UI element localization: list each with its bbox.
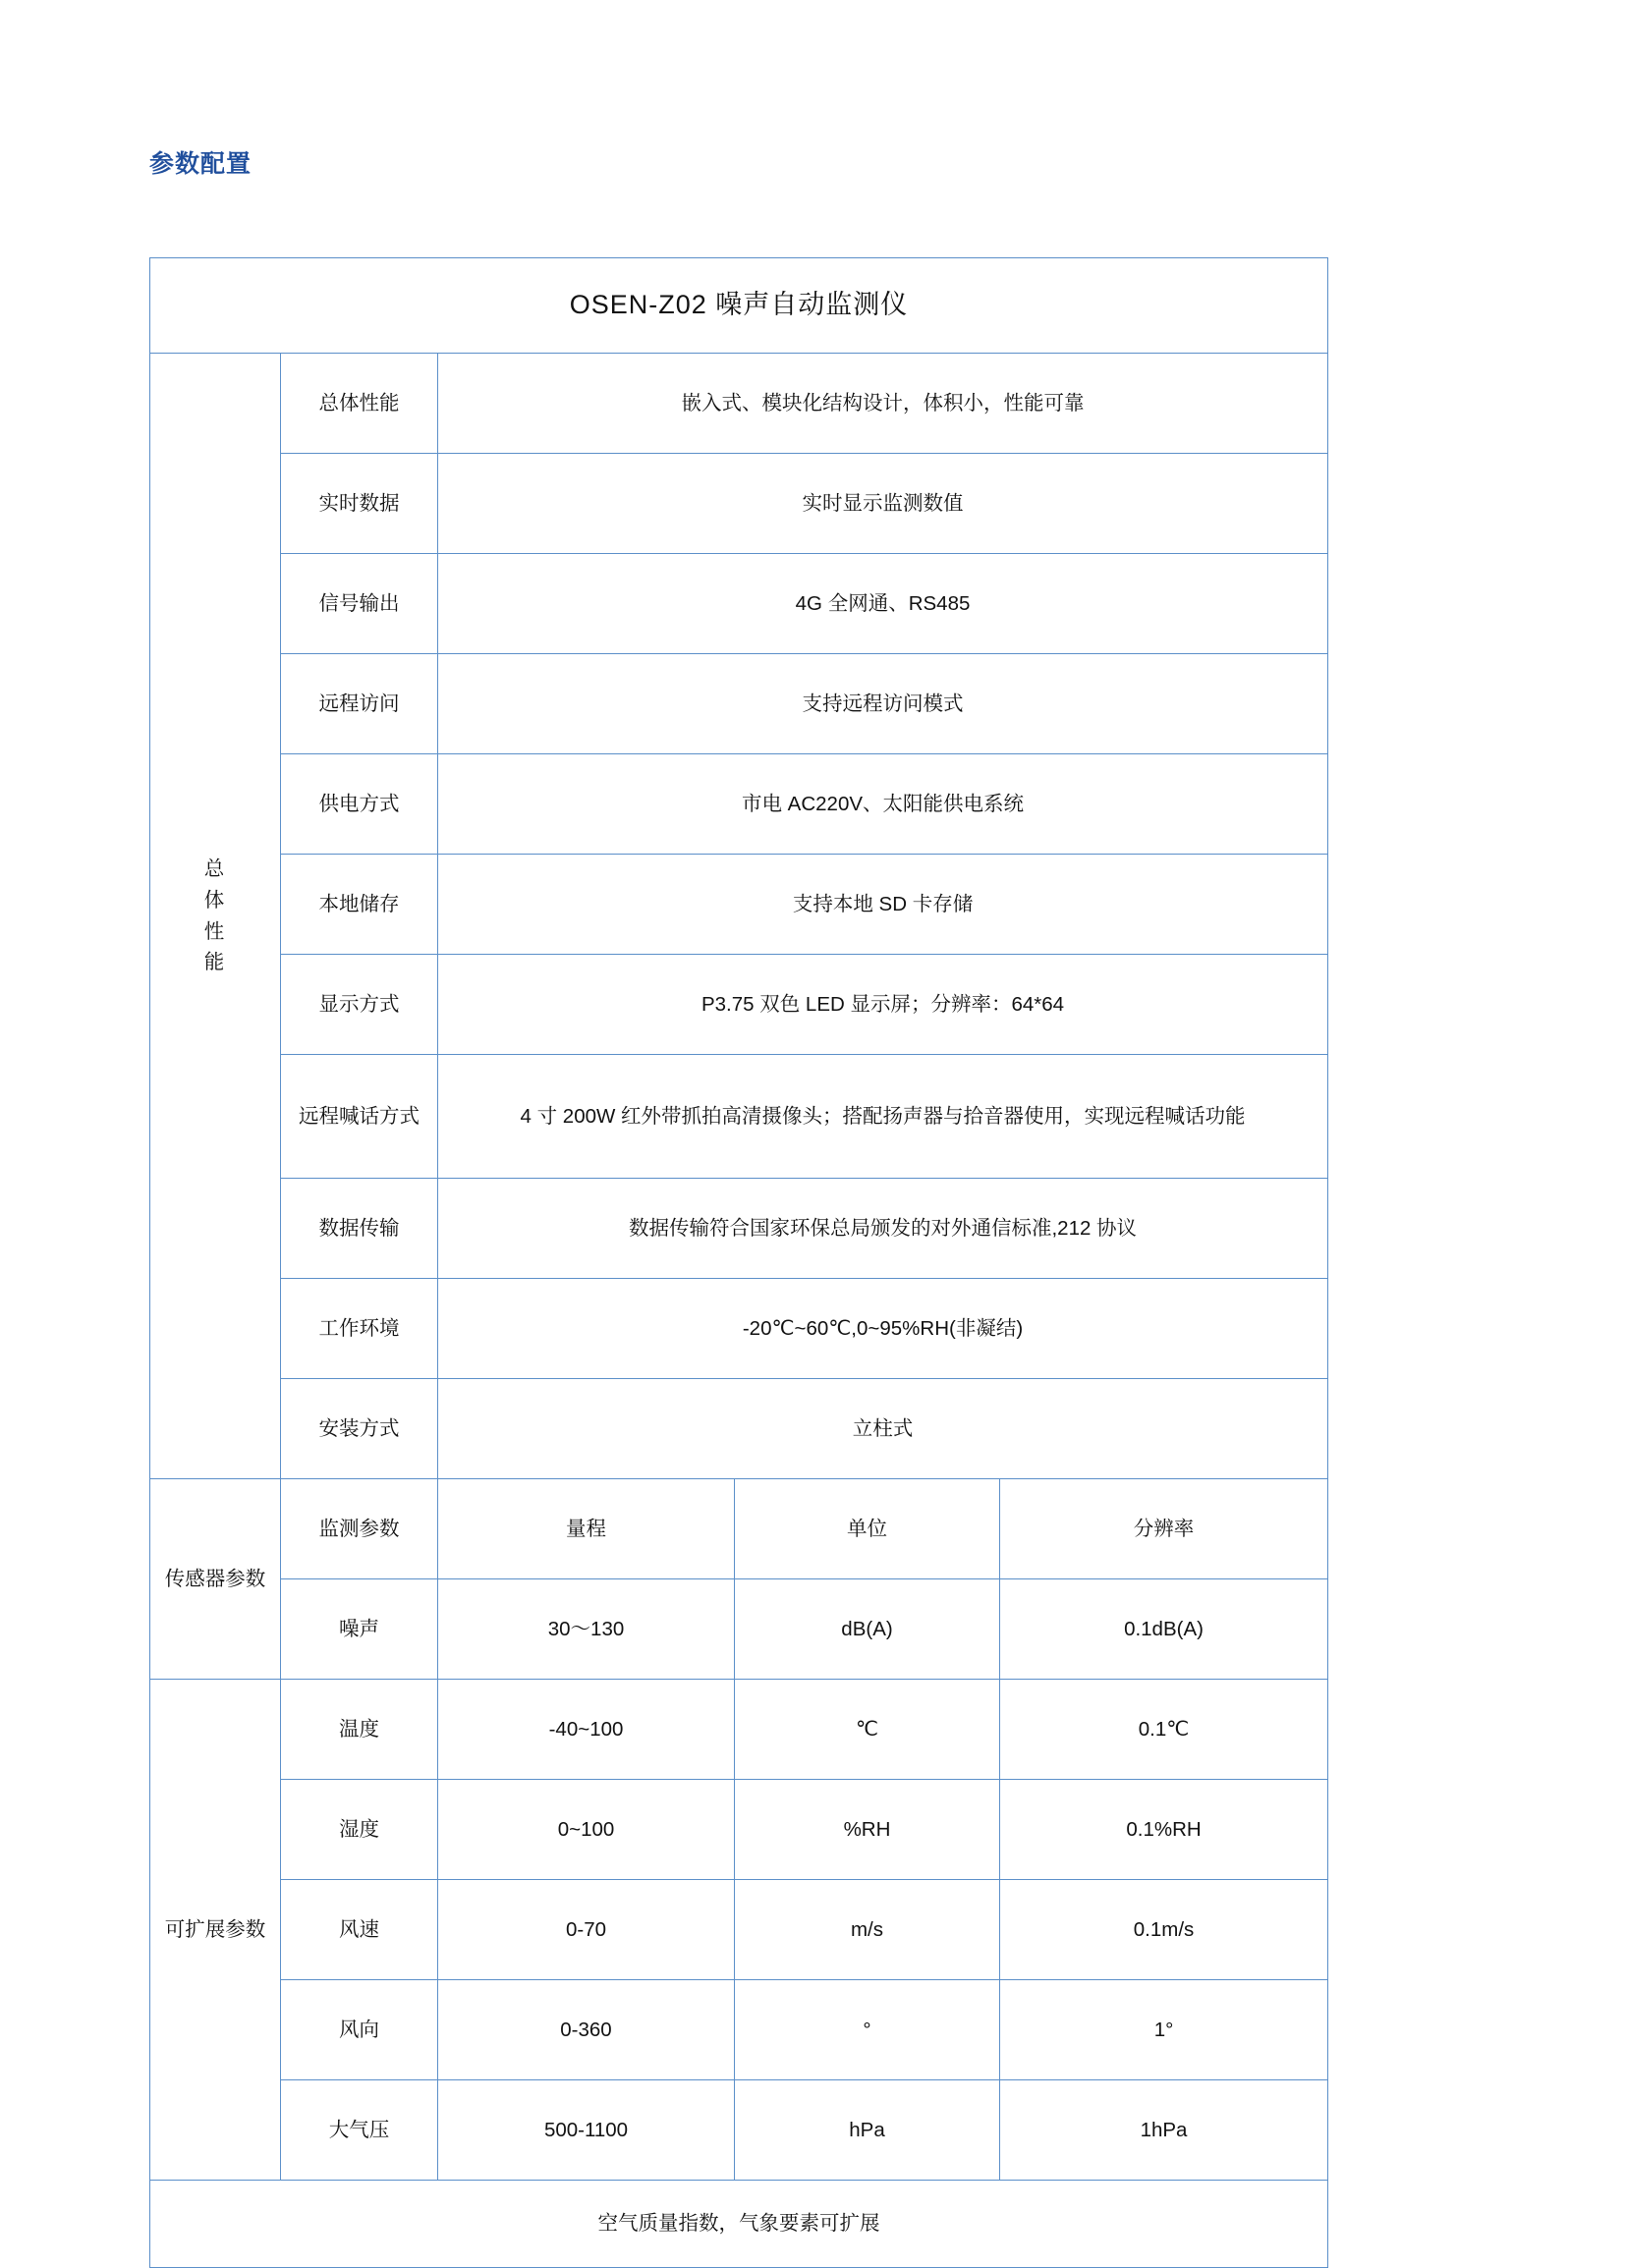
row-value: 立柱式 bbox=[438, 1379, 1328, 1479]
table-row bbox=[150, 1880, 1328, 1980]
row-name: 总体性能 bbox=[281, 354, 438, 454]
table-row bbox=[150, 1055, 1328, 1179]
table-row bbox=[150, 855, 1328, 955]
cell-resolution: 0.1m/s bbox=[1000, 1880, 1328, 1980]
table-row bbox=[150, 1680, 1328, 1780]
row-value: 支持本地 SD 卡存储 bbox=[438, 855, 1328, 955]
row-name: 实时数据 bbox=[281, 454, 438, 554]
row-value: 数据传输符合国家环保总局颁发的对外通信标准,212 协议 bbox=[438, 1179, 1328, 1279]
table-row bbox=[150, 554, 1328, 654]
table-header-title: OSEN-Z02 噪声自动监测仪 bbox=[150, 258, 1328, 354]
cell-range: 500-1100 bbox=[438, 2080, 735, 2181]
row-value: 4G 全网通、RS485 bbox=[438, 554, 1328, 654]
cell-param: 噪声 bbox=[281, 1579, 438, 1680]
row-name: 数据传输 bbox=[281, 1179, 438, 1279]
page-title: 参数配置 bbox=[149, 150, 252, 178]
group-label-extended: 可扩展参数 bbox=[150, 1680, 281, 2181]
cell-range: 30～130 bbox=[438, 1579, 735, 1680]
cell-resolution: 0.1dB(A) bbox=[1000, 1579, 1328, 1680]
cell-range: 0-360 bbox=[438, 1980, 735, 2080]
group-label-char: 总 bbox=[203, 857, 227, 880]
table-row bbox=[150, 354, 1328, 454]
row-value: 嵌入式、模块化结构设计，体积小，性能可靠 bbox=[438, 354, 1328, 454]
row-name: 远程喊话方式 bbox=[281, 1055, 438, 1179]
row-name: 远程访问 bbox=[281, 654, 438, 754]
row-value: 4 寸 200W 红外带抓拍高清摄像头；搭配扬声器与拾音器使用，实现远程喊话功能 bbox=[438, 1055, 1328, 1179]
row-name: 信号输出 bbox=[281, 554, 438, 654]
cell-unit: hPa bbox=[735, 2080, 1000, 2181]
footer-note: 空气质量指数，气象要素可扩展 bbox=[150, 2181, 1328, 2268]
table-footer-row bbox=[150, 2181, 1328, 2268]
row-name: 供电方式 bbox=[281, 754, 438, 855]
cell-unit: m/s bbox=[735, 1880, 1000, 1980]
cell-resolution: 0.1℃ bbox=[1000, 1680, 1328, 1780]
row-value: 实时显示监测数值 bbox=[438, 454, 1328, 554]
table-row bbox=[150, 654, 1328, 754]
table-row bbox=[150, 1579, 1328, 1680]
column-header-param: 监测参数 bbox=[281, 1479, 438, 1579]
cell-resolution: 1° bbox=[1000, 1980, 1328, 2080]
column-header-unit: 单位 bbox=[735, 1479, 1000, 1579]
cell-param: 大气压 bbox=[281, 2080, 438, 2181]
row-value: 市电 AC220V、太阳能供电系统 bbox=[438, 754, 1328, 855]
row-value: -20℃~60℃,0~95%RH(非凝结) bbox=[438, 1279, 1328, 1379]
table-row bbox=[150, 1780, 1328, 1880]
group-label-sensor: 传感器参数 bbox=[150, 1479, 281, 1680]
row-name: 工作环境 bbox=[281, 1279, 438, 1379]
table-row bbox=[150, 454, 1328, 554]
cell-resolution: 0.1%RH bbox=[1000, 1780, 1328, 1880]
column-header-range: 量程 bbox=[438, 1479, 735, 1579]
table-row bbox=[150, 1479, 1328, 1579]
cell-unit: dB(A) bbox=[735, 1579, 1000, 1680]
cell-resolution: 1hPa bbox=[1000, 2080, 1328, 2181]
table-row bbox=[150, 1279, 1328, 1379]
cell-range: 0-70 bbox=[438, 1880, 735, 1980]
cell-unit: ℃ bbox=[735, 1680, 1000, 1780]
cell-param: 湿度 bbox=[281, 1780, 438, 1880]
cell-range: 0~100 bbox=[438, 1780, 735, 1880]
group-label-char: 能 bbox=[203, 951, 227, 974]
cell-param: 风速 bbox=[281, 1880, 438, 1980]
row-name: 安装方式 bbox=[281, 1379, 438, 1479]
table-row bbox=[150, 955, 1328, 1055]
group-label-char: 性 bbox=[203, 919, 227, 943]
row-value: P3.75 双色 LED 显示屏；分辨率：64*64 bbox=[438, 955, 1328, 1055]
table-row bbox=[150, 1980, 1328, 2080]
cell-param: 风向 bbox=[281, 1980, 438, 2080]
table-row bbox=[150, 1179, 1328, 1279]
row-name: 本地储存 bbox=[281, 855, 438, 955]
table-row bbox=[150, 754, 1328, 855]
cell-unit: ° bbox=[735, 1980, 1000, 2080]
group-label-char: 体 bbox=[203, 888, 227, 912]
table-header-row bbox=[150, 258, 1328, 354]
row-value: 支持远程访问模式 bbox=[438, 654, 1328, 754]
cell-range: -40~100 bbox=[438, 1680, 735, 1780]
specification-table bbox=[149, 257, 1328, 2268]
cell-param: 温度 bbox=[281, 1680, 438, 1780]
row-name: 显示方式 bbox=[281, 955, 438, 1055]
column-header-resolution: 分辨率 bbox=[1000, 1479, 1328, 1579]
cell-unit: %RH bbox=[735, 1780, 1000, 1880]
table-row bbox=[150, 1379, 1328, 1479]
group-label-overall bbox=[150, 354, 281, 1479]
table-row bbox=[150, 2080, 1328, 2181]
